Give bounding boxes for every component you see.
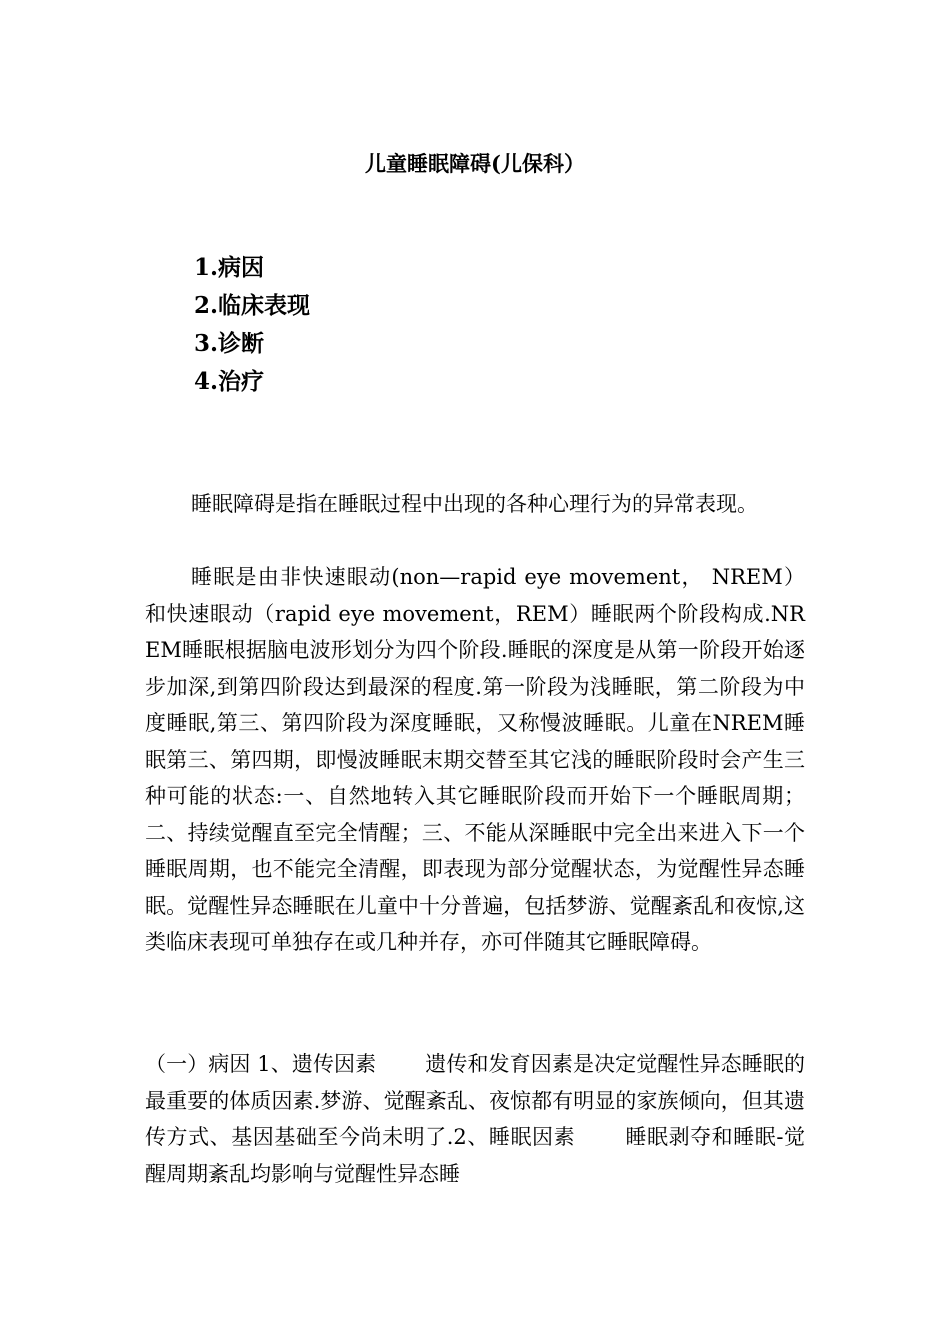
table-of-contents [194,249,310,401]
paragraph-definition: 睡眠障碍是指在睡眠过程中出现的各种心理行为的异常表现。 [191,492,758,516]
paragraph-sleep-stages: 睡眠是由非快速眼动(non—rapid eye movement， NREM）和快速眼动（rapid eye movement，REM）睡眠两个阶段构成.NREM睡眠根据脑电波形划分为四个阶段.睡眠的深度是从第一阶段开始逐步加深,到第四阶段达到最深的程度.第一阶段为浅睡眠，第二阶段为中度睡眠,第三、第四阶段为深度睡眠，又称慢波睡眠。儿童在NREM睡眠第三、第四期，即慢波睡眠末期交替至其它浅的睡眠阶段时会产生三种可能的状态:一、自然地转入其它睡眠阶段而开始下一个睡眠周期；二、持续觉醒直至完全情醒；三、不能从深睡眠中完全出来进入下一个睡眠周期，也不能完全清醒，即表现为部分觉醒状态，为觉醒性异态睡眠。觉醒性异态睡眠在儿童中十分普遍，包括梦游、觉醒紊乱和夜惊,这类临床表现可单独存在或几种并存，亦可伴随其它睡眠障碍。 [145,565,805,954]
paragraph-etiology: （一）病因 1、遗传因素 遗传和发育因素是决定觉醒性异态睡眠的最重要的体质因素.梦游、觉醒紊乱、夜惊都有明显的家族倾向，但其遗传方式、基因基础至今尚未明了.2、睡眠因素 睡眠剥夺和睡眠-觉醒周期紊乱均影响与觉醒性异态睡 [145,1052,805,1186]
toc-item-treatment: 4.治疗 [194,368,265,395]
toc-item-diagnosis: 3.诊断 [194,330,265,357]
toc-item-etiology: 1.病因 [194,254,265,281]
document-title: 儿童睡眠障碍(儿保科） [365,151,585,176]
toc-item-clinical-manifestation: 2.临床表现 [194,292,311,319]
